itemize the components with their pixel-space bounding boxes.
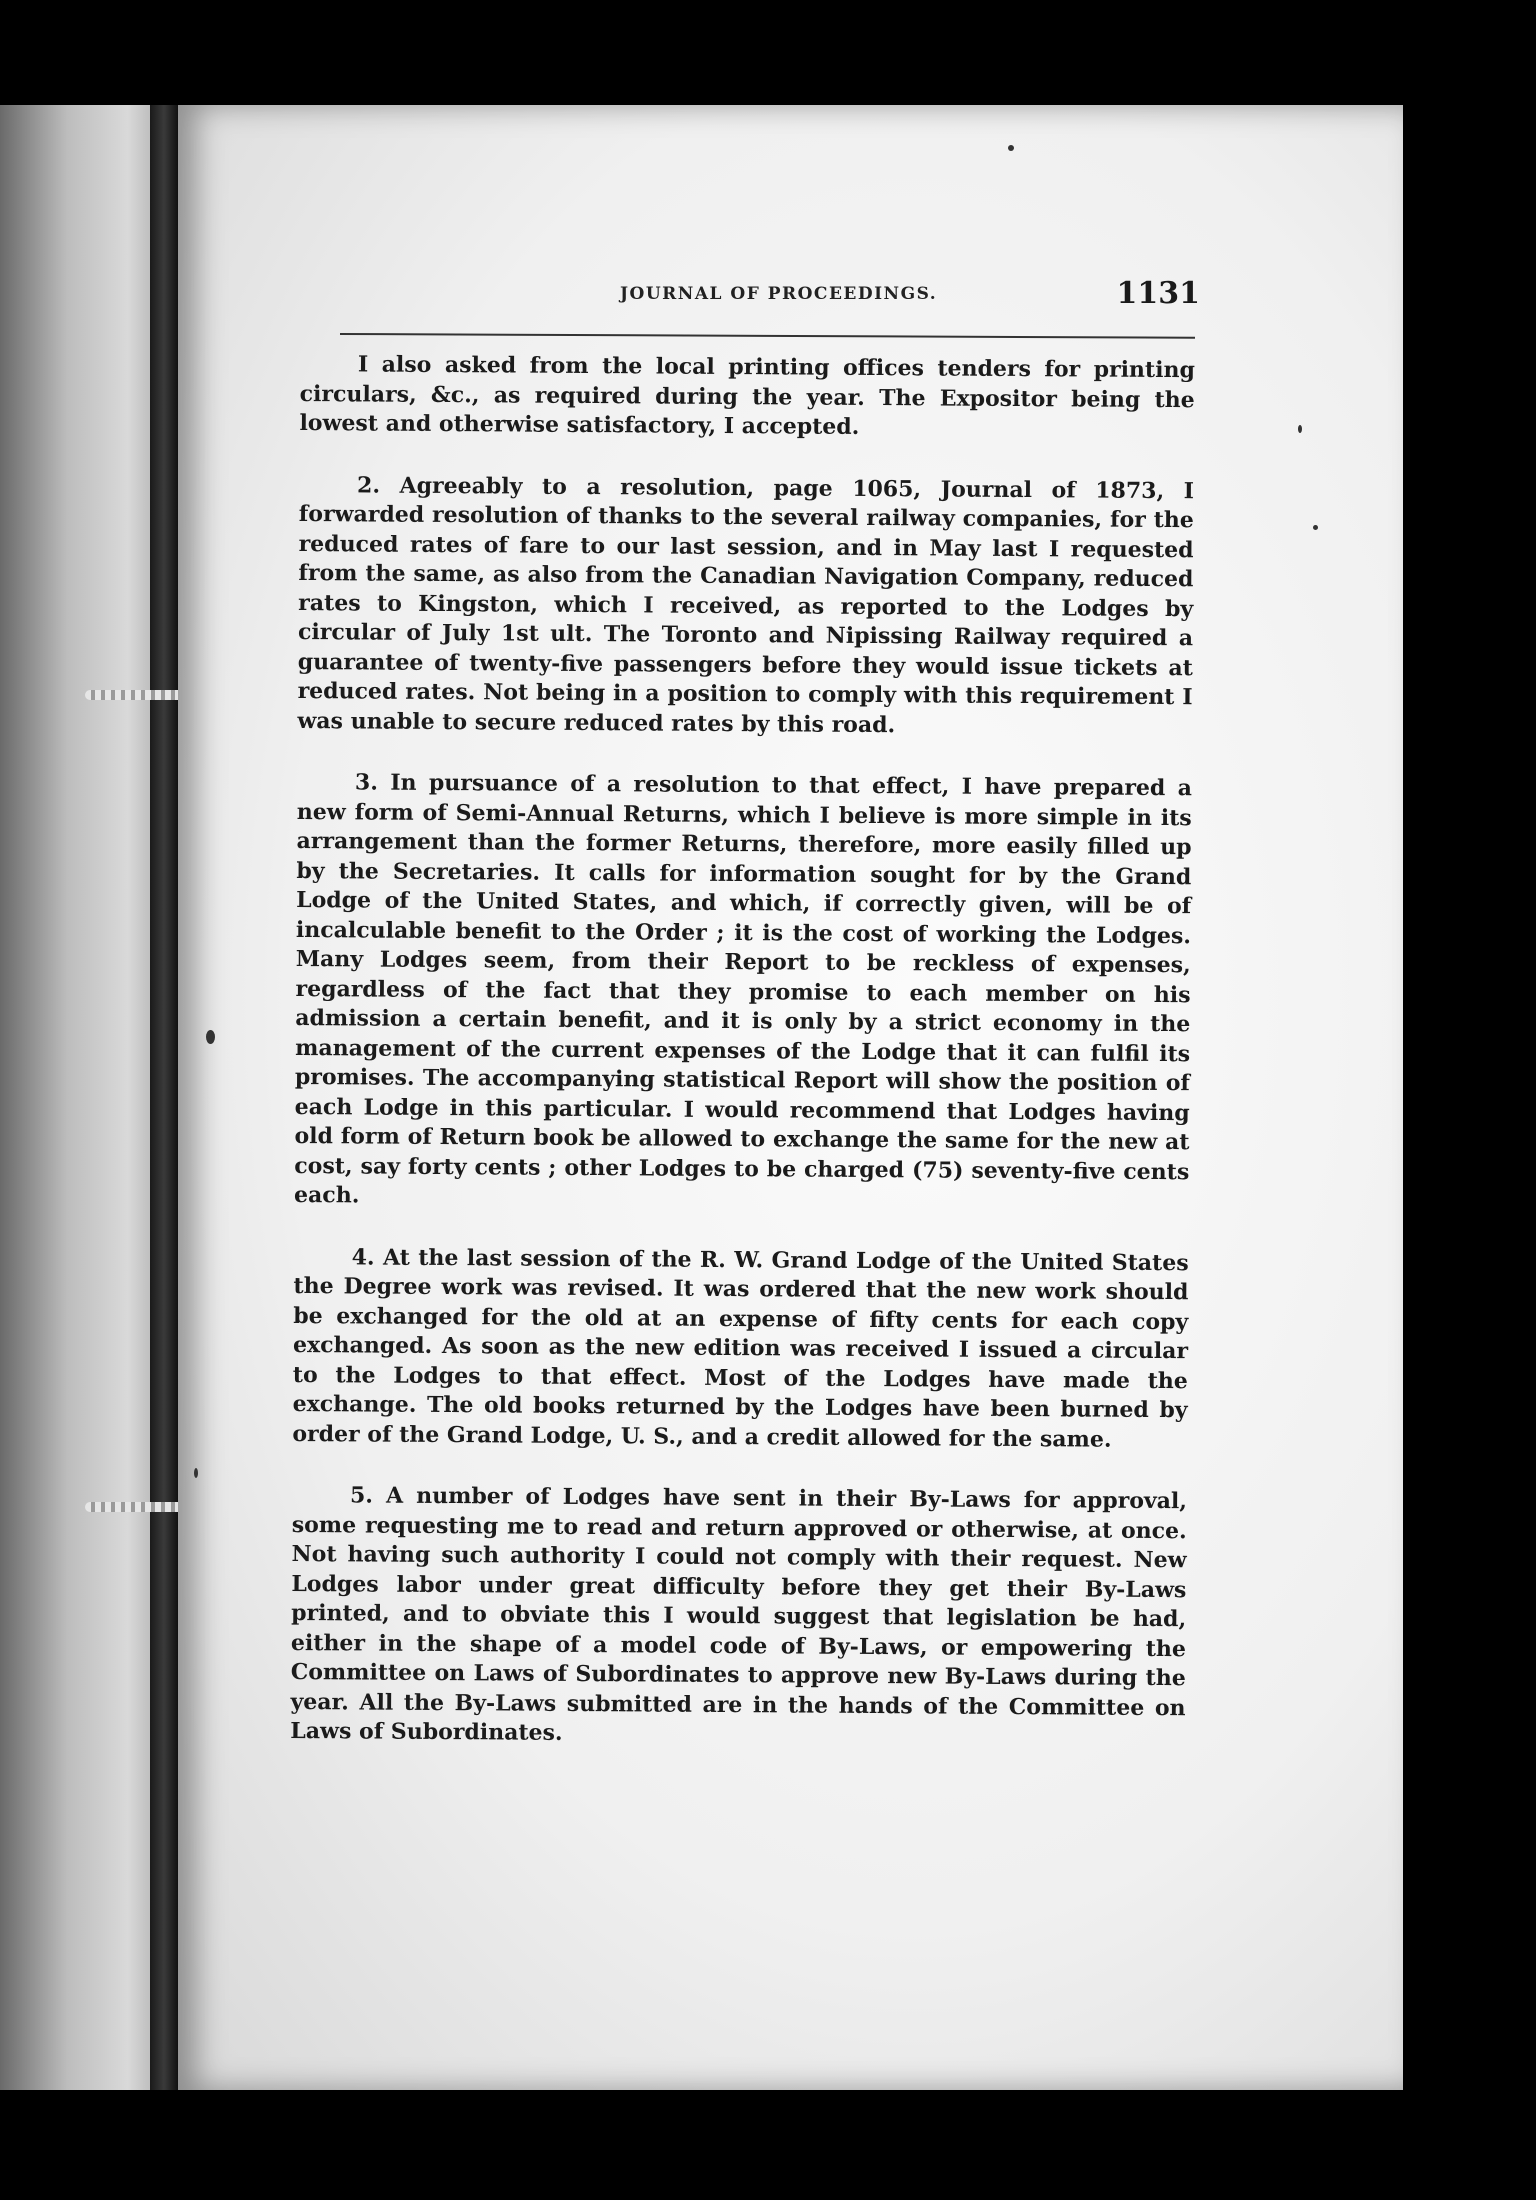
speck — [1008, 145, 1014, 151]
book-binding — [150, 105, 178, 2090]
page-header — [340, 276, 1200, 330]
speck — [194, 1468, 198, 1478]
paragraph-5-by-laws: 5. A number of Lodges have sent in their By-Laws for approval, some requesting me to read and return approved or otherwise, at once. Not having such authority I could not comply with their request. New Lodges labor under great difficulty before they get their By-Laws printed, and to obviate this I would suggest that legislation be had, either in the shape of a model code of By-Laws, or empowering the Committee on Laws of Subordinates to approve new By-Laws during the year. All the By-Laws submitted are in the hands of the Committee on Laws of Subordinates. — [290, 1482, 1188, 1746]
paragraph-4-degree-work: 4. At the last session of the R. W. Grand Lodge of the United States the Degree work was revised. It was ordered that the new work should be exchanged for the old at an expense of fifty cents for each copy exchanged. As soon as the new edition was received I issued a circular to the Lodges to that effect. Most of the Lodges have made the exchange. The old books returned by the Lodges have been burned by order of the Grand Lodge, U. S., and a credit allowed for the same. — [292, 1243, 1189, 1453]
facing-page-edge — [0, 105, 150, 2090]
body-text — [290, 350, 1195, 1785]
paragraph-2-railway-rates: 2. Agreeably to a resolution, page 1065, Journal of 1873, I forwarded resolution of thanks to the several railway companies, for the reduced rates of fare to our last session, and in May last I requested from the same, as also from the Canadian Navigation Company, reduced rates to Kingston, which I received, as reported to the Lodges by circular of July 1st ult. The Toronto and Nipissing Railway required a guarantee of twenty-five passengers before they would issue tickets at reduced rates. Not being in a position to comply with this requirement I was unable to secure reduced rates by this road. — [297, 471, 1195, 738]
paragraph-printing-tenders: I also asked from the local printing offices tenders for printing circulars, &c., as required during the year. The Expositor being the lowest and otherwise satisfactory, I accepted. — [299, 351, 1195, 440]
speck — [206, 1030, 215, 1044]
running-head: JOURNAL OF PROCEEDINGS. — [620, 284, 938, 304]
page-number: 1131 — [1116, 276, 1200, 311]
speck — [1313, 525, 1318, 530]
speck — [1298, 425, 1302, 433]
paragraph-3-semi-annual-returns: 3. In pursuance of a resolution to that effect, I have prepared a new form of Semi-Annual Returns, which I believe is more simple in its arrangement than the former Returns, therefore, more easily filled up by the Secretaries. It calls for information sought for by the Grand Lodge of the United States, and which, if correctly given, will be of incalculable benefit to the Order ; it is the cost of working the Lodges. Many Lodges seem, from their Report to be reckless of expenses, regardless of the fact that they promise to each member on his admission a certain benefit, and it is only by a strict economy in the management of the current expenses of the Lodge that it can fulfil its promises. The accompanying statistical Report will show the position of each Lodge in this particular. I would recommend that Lodges having old form of Return book be allowed to exchange the same for the new at cost, say forty cents ; other Lodges to be charged (75) seventy-five cents each. — [294, 769, 1193, 1209]
